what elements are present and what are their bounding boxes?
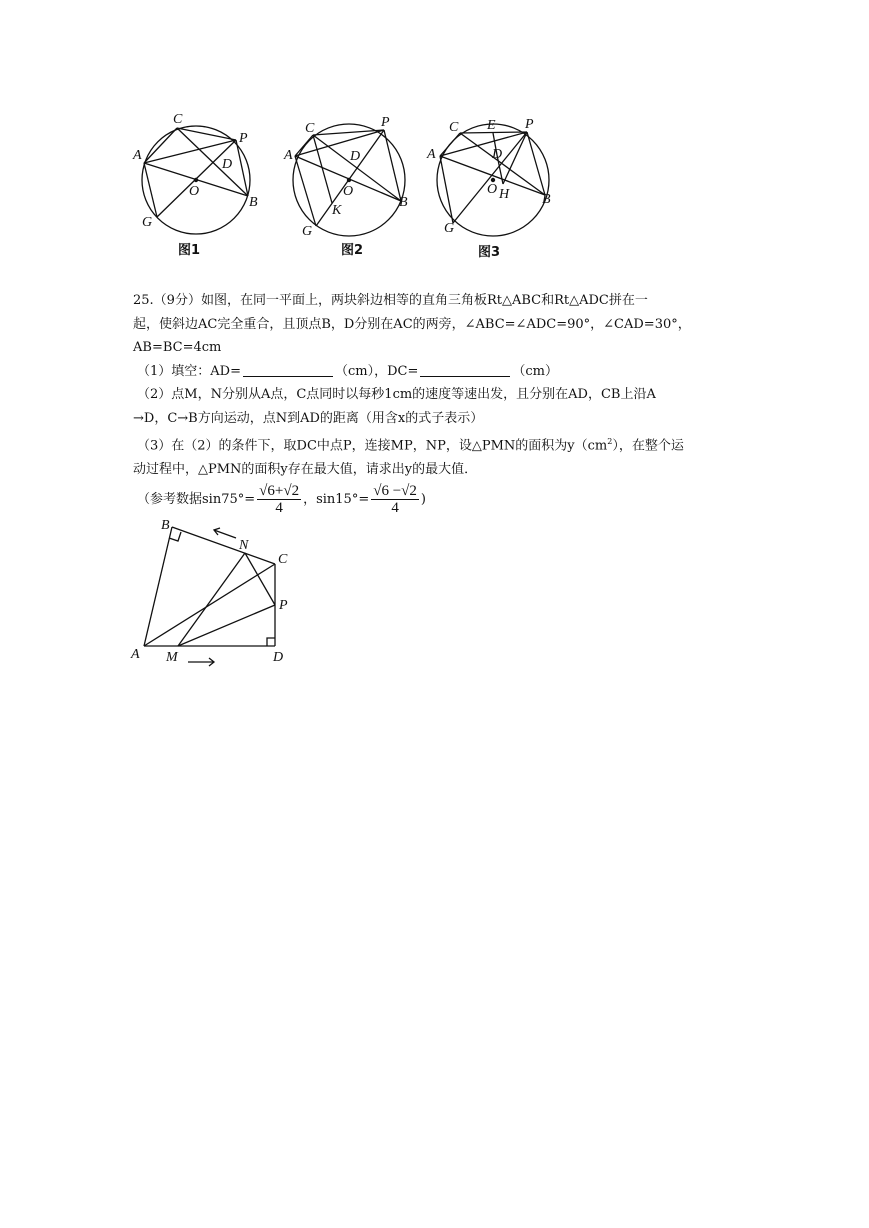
- fraction-numerator: √6 −√2: [373, 483, 417, 500]
- center-dot: [194, 178, 198, 182]
- label-p: P: [381, 115, 390, 130]
- label-b: B: [161, 518, 170, 533]
- caption-fig3: 图3: [478, 245, 501, 260]
- seg-n-p: [245, 553, 275, 605]
- reference-middle: ，sin15°=: [303, 492, 370, 508]
- figure-2: [282, 108, 417, 263]
- seg-a-p: [440, 132, 527, 156]
- fraction-sin75: [257, 483, 301, 516]
- answer-blank-dc[interactable]: [420, 362, 510, 377]
- seg-a-g: [440, 156, 453, 223]
- label-n: N: [239, 538, 249, 553]
- seg-a-c: [144, 564, 275, 646]
- label-h: H: [499, 187, 510, 202]
- caption-fig1: 图1: [178, 243, 201, 258]
- label-k: K: [332, 203, 342, 218]
- label-p: P: [525, 117, 534, 132]
- label-p: P: [239, 131, 248, 146]
- label-b: B: [249, 195, 258, 210]
- seg-p-b: [236, 140, 248, 196]
- label-c: C: [278, 552, 288, 567]
- label-g: G: [302, 224, 313, 239]
- label-c: C: [305, 121, 315, 136]
- seg-c-b: [460, 133, 545, 195]
- label-o: O: [189, 184, 200, 199]
- superscript-2: 2: [607, 437, 613, 446]
- part-1-prefix: （1）填空：AD=: [137, 363, 241, 379]
- label-a: A: [131, 647, 140, 662]
- reference-suffix: ): [420, 492, 426, 508]
- seg-a-c: [144, 128, 177, 163]
- seg-p-b: [527, 132, 545, 195]
- label-c: C: [449, 120, 459, 135]
- figure-3: [425, 108, 560, 263]
- problem-stem-line1: 25.（9分）如图，在同一平面上，两块斜边相等的直角三角板Rt△ABC和Rt△ADC拼在一: [133, 293, 648, 308]
- figure-1: [130, 108, 260, 263]
- label-m: M: [166, 650, 178, 665]
- part-3-text-b: ），在整个运: [612, 438, 684, 454]
- part-1: [133, 360, 743, 384]
- part-3-line1: [133, 430, 743, 458]
- label-d: D: [222, 157, 233, 172]
- part-3-line2: 动过程中，△PMN的面积y存在最大值，请求出y的最大值．: [133, 461, 478, 477]
- label-d: D: [350, 149, 361, 164]
- label-p: P: [279, 598, 288, 613]
- seg-a-c: [440, 133, 460, 156]
- part-1-suffix: （cm）: [512, 363, 558, 379]
- label-e: E: [487, 118, 496, 133]
- problem-stem-line2: 起，使斜边AC完全重合，且顶点B，D分别在AC的两旁，∠ABC=∠ADC=90°，∠CAD=30°，: [133, 316, 691, 332]
- fraction-numerator: √6+√2: [259, 483, 300, 500]
- problem-25: [133, 289, 743, 516]
- problem-stem-line3: AB=BC=4cm: [133, 340, 222, 355]
- part-3-text-a: （3）在（2）的条件下，取DC中点P，连接MP，NP，设△PMN的面积为y（cm: [137, 438, 608, 454]
- seg-c-p: [177, 128, 236, 140]
- label-g: G: [444, 221, 455, 236]
- seg-b-c: [172, 527, 275, 564]
- label-b: B: [399, 195, 408, 210]
- right-angle-d: [267, 638, 275, 646]
- fraction-sin15: [371, 483, 419, 516]
- label-b: B: [542, 192, 551, 207]
- caption-fig2: 图2: [341, 243, 364, 258]
- label-a: A: [284, 148, 293, 163]
- label-d: D: [492, 147, 503, 162]
- label-d: D: [273, 650, 284, 665]
- reference-prefix: （参考数据sin75°=: [137, 492, 256, 508]
- label-a: A: [133, 148, 142, 163]
- fraction-denominator: 4: [391, 500, 399, 517]
- part-2-line2: →D，C→B方向运动，点N到AD的距离（用含x的式子表示）: [133, 410, 484, 426]
- seg-g-p: [453, 132, 527, 223]
- figure-4: [128, 515, 298, 675]
- label-o: O: [343, 184, 354, 199]
- fraction-denominator: 4: [275, 500, 283, 517]
- label-c: C: [173, 112, 183, 127]
- reference-data: [133, 483, 743, 516]
- seg-a-b: [144, 527, 172, 646]
- center-dot: [347, 178, 351, 182]
- part-1-middle: （cm），DC=: [334, 363, 419, 379]
- label-a: A: [427, 147, 436, 162]
- label-g: G: [142, 215, 153, 230]
- label-o: O: [487, 182, 498, 197]
- seg-c-k: [313, 135, 332, 203]
- part-2-line1: （2）点M，N分别从A点，C点同时以每秒1cm的速度等速出发，且分别在AD，CB上沿A: [137, 387, 656, 402]
- answer-blank-ad[interactable]: [243, 362, 333, 377]
